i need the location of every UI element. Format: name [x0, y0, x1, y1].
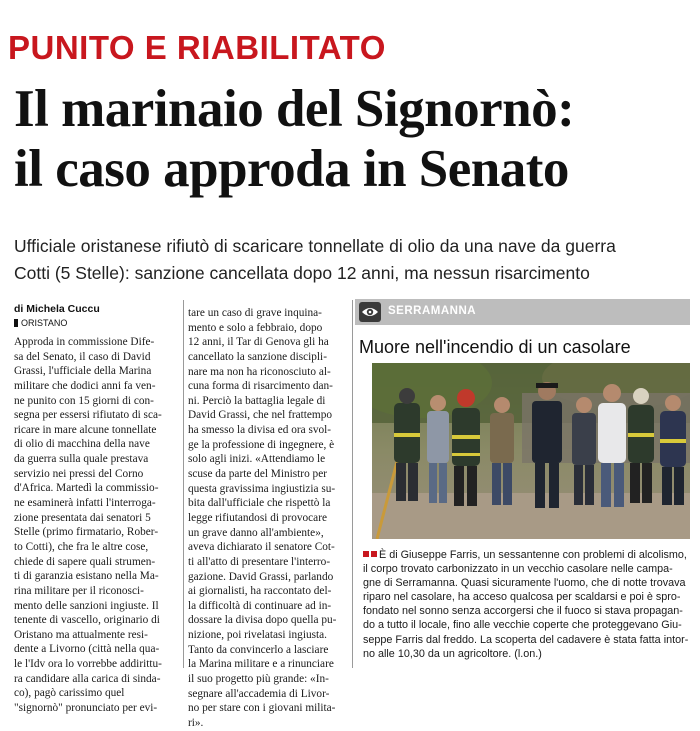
text-line: cancellato la sanzione discipli- — [188, 350, 327, 363]
text-line: segnare all'accademia di Livor- — [188, 687, 330, 700]
headline-line: il caso approda in Senato — [14, 140, 569, 198]
text-line: la Marina militare e a rinunciare — [188, 658, 334, 671]
text-line: bita dall'ufficiale che rispettò la — [188, 497, 331, 510]
article-column-2 — [188, 306, 348, 731]
caption-line: il corpo trovato carbonizzato in un vecchio casolare nelle campa- — [363, 563, 673, 576]
eye-icon — [359, 302, 381, 322]
text-line: ricare in mare alcune tonnellate — [14, 423, 157, 436]
text-line: ne esaminerà infatti l'interroga- — [14, 497, 156, 510]
text-line: questa gravissima ingiustizia su- — [188, 482, 336, 495]
caption-line: no alle 10,30 da un agricoltore. (l.on.) — [363, 647, 542, 660]
text-line: servizio nei pressi del Corno — [14, 467, 144, 480]
article-column-1 — [14, 335, 180, 716]
text-line: mento e solo a febbraio, dopo — [188, 321, 323, 334]
text-line: ha smesso la divisa ed ora svol- — [188, 424, 332, 437]
text-line: zione presentata dai senatori 5 — [14, 511, 151, 524]
text-line: ni. Perciò la battaglia legale di — [188, 394, 326, 407]
text-line: militare che dodici anni fa ven- — [14, 379, 156, 392]
text-line: Approda in commissione Dife- — [14, 336, 155, 348]
text-line: le l'Idv ora lo vorrebbe addirittu- — [14, 658, 162, 671]
caption-line: riparo nel casolare, ha acceso qualcosa per scaldarsi e poi è spro- — [363, 591, 681, 604]
text-line: ra candidare alla carica di sinda- — [14, 672, 161, 685]
subtitle-line: Cotti (5 Stelle): sanzione cancellata dopo 12 anni, ma nessun risarcimento — [14, 263, 590, 283]
box-title: Muore nell'incendio di un casolare — [359, 337, 631, 357]
text-line: Grassi, l'ufficiale della Marina — [14, 365, 152, 378]
text-line: dossare la divisa dopo quella pu- — [188, 614, 337, 627]
dateline-marker — [14, 319, 18, 327]
column-divider — [352, 300, 353, 668]
column-divider — [183, 300, 184, 668]
text-line: Tanto da convincerlo a lasciare — [188, 643, 329, 656]
text-line: ri». — [188, 716, 204, 729]
text-line: segna per essersi rifiutato di sca- — [14, 409, 162, 422]
caption-line: do a tutto il locale, fino alle vecchie coperte che proteggevano Giu- — [363, 619, 682, 632]
text-line: cuna forma di risarcimento dan- — [188, 380, 333, 393]
caption-text: È di Giuseppe Farris, un sessantenne con problemi di alcolismo, — [379, 549, 687, 561]
text-line: scuse da parte del Ministro per — [188, 468, 327, 481]
text-line: la difficoltà di continuare ad in- — [188, 599, 332, 612]
text-line: da guerra sulla quale prestava — [14, 453, 149, 466]
text-line: Oristano ma attualmente resi- — [14, 628, 148, 641]
caption-line: gne di Serramanna. Quasi sicuramente l'uomo, che di notte trovava — [363, 577, 686, 590]
subtitle-line: Ufficiale oristanese rifiutò di scaricare tonnellate di olio da una nave da guerra — [14, 236, 616, 256]
text-line: 12 anni, il Tar di Genova gli ha — [188, 336, 329, 349]
text-line: d'Africa. Martedì la commissio- — [14, 482, 159, 495]
red-square-marker — [371, 551, 377, 557]
text-line: ti di garanzia esistano nella Ma- — [14, 570, 159, 583]
section-label: SERRAMANNA — [388, 305, 477, 317]
text-line: legge rifiutandosi di provocare — [188, 511, 327, 524]
text-line: tenente di vascello, originario di — [14, 614, 160, 627]
caption-line — [363, 548, 693, 562]
photo-caption — [363, 548, 693, 661]
text-line: ge la professione di ingegnere, è — [188, 438, 335, 451]
text-line: to Cotti), che fra le altre cose, — [14, 540, 149, 553]
caption-line: fondato nel sonno senza accorgersi che il fuoco si stava propagan- — [363, 605, 683, 618]
text-line: rina militare per il riconosci- — [14, 584, 144, 597]
text-line: solo agli inizi. «Attendiamo le — [188, 453, 326, 466]
text-line: aveva dichiarato il senatore Cot- — [188, 541, 335, 554]
headline — [14, 79, 700, 199]
red-square-marker — [363, 551, 369, 557]
news-photo — [372, 363, 690, 539]
text-line: "signornò" pronunciato per evi- — [14, 702, 158, 715]
text-line: ai giornalisti, ha raccontato del- — [188, 585, 332, 598]
text-line: ne punito con 15 giorni di con- — [14, 394, 154, 407]
text-line: nare ma non ha riconosciuto al- — [188, 365, 331, 378]
caption-line: seppe Farris dal freddo. La scoperta del cadavere è stata fatta intor- — [363, 633, 689, 646]
text-line: gazione. David Grassi, parlando — [188, 570, 334, 583]
byline: di Michela Cuccu — [14, 303, 100, 315]
text-line: ti all'atto di presentare l'interro- — [188, 555, 331, 568]
text-line: David Grassi, che nel frattempo — [188, 409, 332, 422]
text-line: di olio di macchina della nave — [14, 438, 150, 451]
text-line: un grave danno all'ambiente», — [188, 526, 324, 539]
dateline — [14, 318, 67, 328]
text-line: mento delle sanzioni ingiuste. Il — [14, 599, 159, 612]
text-line: sa del Senato, il caso di David — [14, 350, 151, 363]
subtitle — [14, 233, 700, 287]
text-line: nizione, poi rivelatasi ingiusta. — [188, 629, 327, 642]
text-line: chiede di sapere quali strumen- — [14, 555, 156, 568]
dateline-place: ORISTANO — [21, 318, 68, 328]
text-line: co), pagò carissimo quel — [14, 687, 125, 700]
text-line: Stelle (primo firmatario, Rober- — [14, 526, 159, 539]
kicker: PUNITO E RIABILITATO — [8, 29, 386, 66]
text-line: dente a Livorno (città nella qua- — [14, 643, 160, 656]
headline-line: Il marinaio del Signornò: — [14, 80, 575, 138]
text-line: no per stare con i giovani milita- — [188, 702, 336, 715]
text-line: il suo progetto più grande: «In- — [188, 673, 329, 686]
text-line: tare un caso di grave inquina- — [188, 307, 322, 319]
